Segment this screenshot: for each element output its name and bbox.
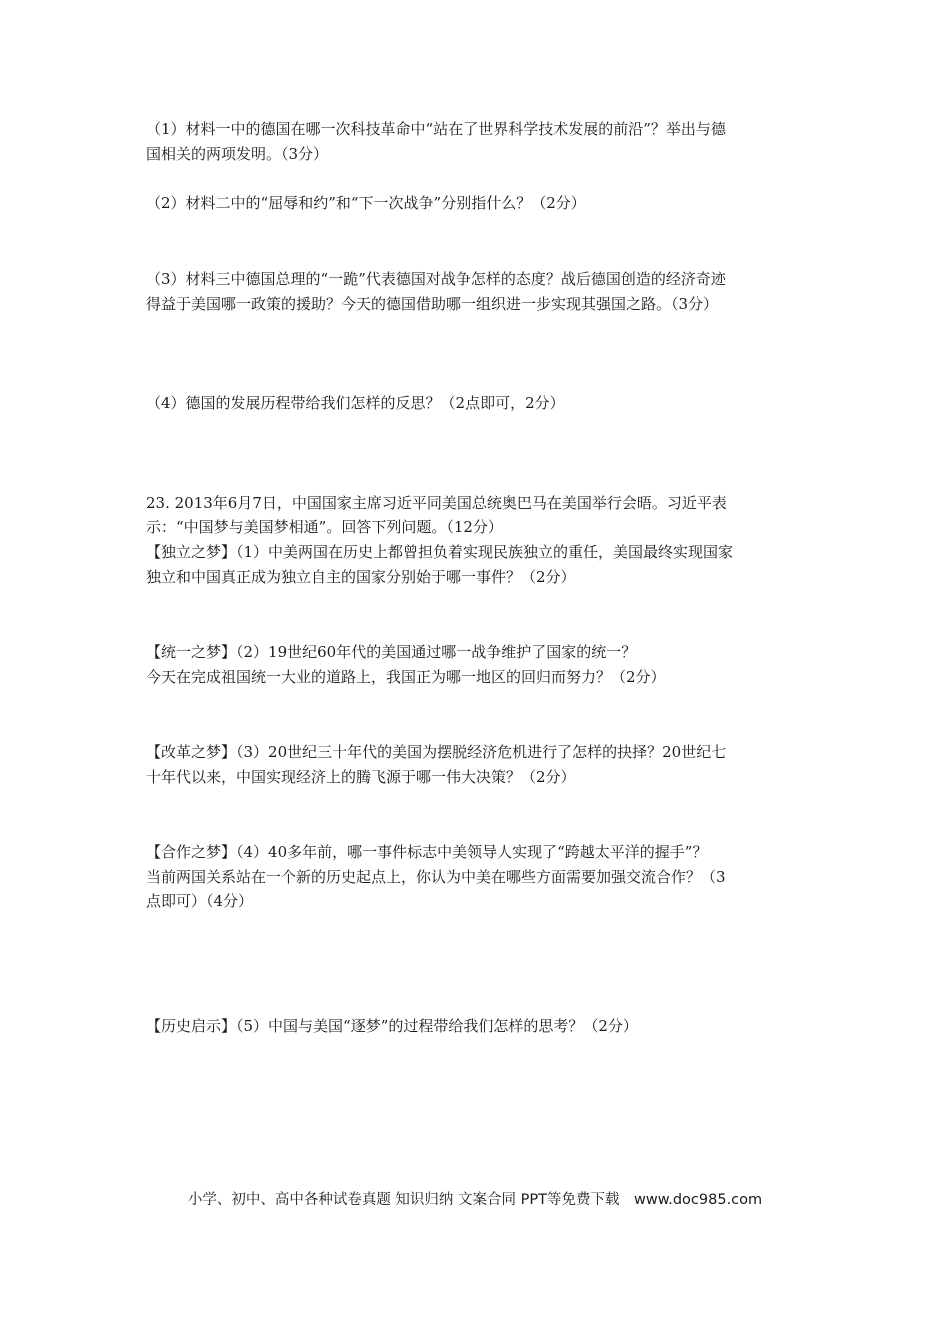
subquestion-3-line-2: 十年代以来，中国实现经济上的腾飞源于哪一伟大决策？（2分） [146,768,576,786]
question-23-line-1: 23. 2013年6月7日，中国国家主席习近平同美国总统奥巴马在美国举行会晤。习近平表 [146,494,727,512]
question-23-line-2: 示：“中国梦与美国梦相通”。回答下列问题。（12分） [146,518,503,536]
question-2-line-1: （2）材料二中的“屈辱和约”和“下一次战争”分别指什么？（2分） [146,194,586,212]
subquestion-4-line-2: 当前两国关系站在一个新的历史起点上，你认为中美在哪些方面需要加强交流合作？（3 [146,868,726,886]
subquestion-4-line-1: 【合作之梦】（4）40多年前，哪一事件标志中美领导人实现了“跨越太平洋的握手”？ [146,843,708,861]
subquestion-4-line-3: 点即可）（4分） [146,892,254,910]
page-footer: 小学、初中、高中各种试卷真题 知识归纳 文案合同 PPT等免费下载 www.doc985.com [187,1192,763,1208]
subquestion-1-line-2: 独立和中国真正成为独立自主的国家分别始于哪一事件？（2分） [146,568,576,586]
subquestion-5-line-1: 【历史启示】（5）中国与美国“逐梦”的过程带给我们怎样的思考？（2分） [146,1017,638,1035]
question-1-line-1: （1）材料一中的德国在哪一次科技革命中“站在了世界科学技术发展的前沿”？举出与德 [146,120,726,138]
question-3-line-2: 得益于美国哪一政策的援助？今天的德国借助哪一组织进一步实现其强国之路。（3分） [146,295,719,313]
question-1-line-2: 国相关的两项发明。（3分） [146,145,329,163]
question-3-line-1: （3）材料三中德国总理的“一跪”代表德国对战争怎样的态度？战后德国创造的经济奇迹 [146,270,726,288]
subquestion-2-line-2: 今天在完成祖国统一大业的道路上，我国正为哪一地区的回归而努力？（2分） [146,668,666,686]
question-4-line-1: （4）德国的发展历程带给我们怎样的反思？（2点即可，2分） [146,394,565,412]
subquestion-1-line-1: 【独立之梦】（1）中美两国在历史上都曾担负着实现民族独立的重任，美国最终实现国家 [146,543,734,561]
subquestion-2-line-1: 【统一之梦】（2）19世纪60年代的美国通过哪一战争维护了国家的统一？ [146,643,637,661]
subquestion-3-line-1: 【改革之梦】（3）20世纪三十年代的美国为摆脱经济危机进行了怎样的抉择？20世纪七 [146,743,727,761]
